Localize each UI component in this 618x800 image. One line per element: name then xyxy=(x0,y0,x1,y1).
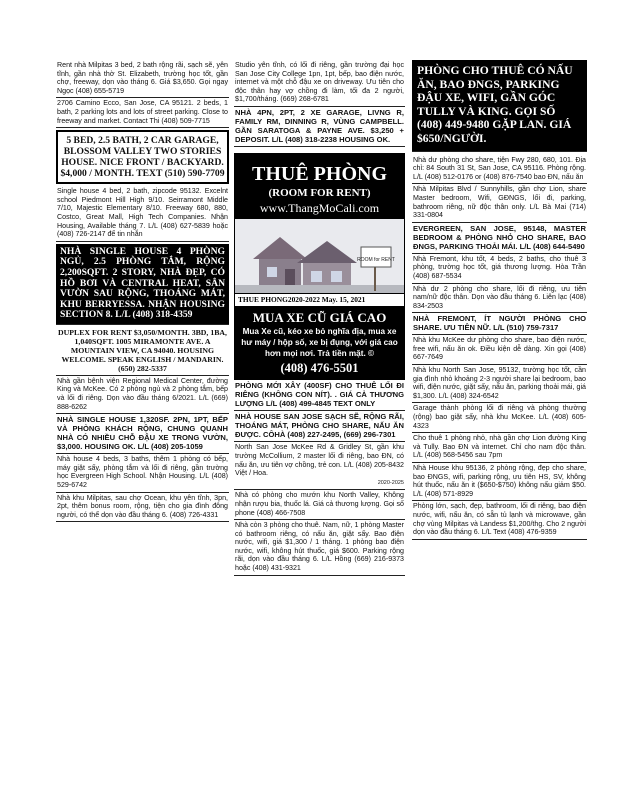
classified-ad xyxy=(412,284,587,314)
mua-xe-title: MUA XE CŨ GIÁ CAO xyxy=(252,309,387,325)
classifieds-column-3 xyxy=(412,60,587,540)
classified-ad xyxy=(56,130,229,184)
classified-ad-text: DUPLEX FOR RENT $3,050/MONTH. 3BD, 1BA, 1,040SQFT. 1005 MIRAMONTE AVE. A MOUNTAIN VIEW, CA 94040. HOUSING WELCOME. SPEAK ENGLISH / MANDARIN. (650) 282-5337 xyxy=(57,327,227,373)
classifieds-column-2 xyxy=(234,60,405,576)
classified-ad-text: Nhà gần bệnh viện Regional Medical Center, đường King và McKee. Có 2 phòng ngủ và 2 phòng tắm, bếp và lối đi riêng. Dọn vào đầu tháng 6/2021. L/L (669) 888-6262 xyxy=(57,376,228,411)
ad-stamp: 2020-2025 xyxy=(377,479,404,486)
classified-ad-text: NHÀ SINGLE HOUSE 4 PHÒNG NGỦ, 2.5 PHÒNG TẮM, RỘNG 2,200SQFT. 2 STORY, NHÀ ĐẸP, CÓ HỒ BƠI VÀ CENTRAL HEAT, SÂN VƯỜN SAU RỘNG, THOÁNG MÁT, KHU BERRYESSA. NHẬN HOUSING SECTION 8. L/L (408) 318-4359 xyxy=(60,245,225,321)
classified-ad xyxy=(412,433,587,463)
classified-ad-text: Rent nhà Milpitas 3 bed, 2 bath rộng rãi, sạch sẽ, yên tĩnh, gần nhà thờ St. Elizabeth, trường học tốt, gần chợ, freeway, dọn vào tháng 6. Giá $3,650. Gọi ngay Ngọc (408) 655-5719 xyxy=(57,61,228,95)
classified-ad-text: NHÀ 4PN, 2PT, 2 XE GARAGE, LIVNG R, FAMILY RM, DINNING R, VÙNG CAMPBELL. GẦN SARATOGA & PAYNE AVE. $3,250 + DEPOSIT. L/L (408) 318-2238 HOUSING OK. xyxy=(235,107,404,144)
column-2-top-ads xyxy=(234,60,405,147)
classified-ad xyxy=(234,442,405,490)
classified-ad-text: Nhà dư 2 phòng cho share, lối đi riêng, ưu tiên nam/nữ độc thân. Dọn vào đầu tháng 6. Liên lạc (408) 834-2503 xyxy=(413,284,586,310)
classified-ad xyxy=(56,60,229,98)
classified-ad xyxy=(56,454,229,492)
classified-ad xyxy=(412,184,587,222)
classified-ad xyxy=(412,335,587,365)
classified-ad-text: Cho thuê 1 phòng nhỏ, nhà gần chợ Lion đường King và Tully. Bao ĐN và internet. Chỉ cho nam độc thân. L/L (408) 568-5456 sau 7pm xyxy=(413,434,586,460)
classified-ad-text: North San Jose McKee Rd & Gridley St, gần khu trường McCollium, 2 master lối đi riêng, bao ĐN, có nấu ăn, ưu tiên vợ chồng, trẻ con. L/L (408) 205-8432 Việt / Hoa. xyxy=(235,443,404,478)
classified-ad-text: EVERGREEN, SAN JOSE, 95148, MASTER BEDROOM & PHÒNG NHỎ CHO SHARE, BAO ĐNGS, PARKING THOẢI MÁI. L/L (408) 644-5490 xyxy=(413,223,586,251)
classified-ad-text: Single house 4 bed, 2 bath, zipcode 95132. Excelnt school Piedmont Hill High 9/10. Seirramont Middle 7/10, Majestic Elementary 8/10. Freeway 680, 880, Costco, Great Mall, High Tech Companies. Nhận Housing, Available tháng 7. L/L (408) 627-5839 hoặc (408) 726-2147 để tin nhắn xyxy=(57,187,228,239)
classified-ad xyxy=(56,414,229,454)
classified-ad xyxy=(412,403,587,433)
classified-ad xyxy=(56,186,229,242)
classified-ad-text: Garage thành phòng lối đi riêng và phòng thường (rộng) bao giặt sấy, nhà khu McKee. L/L (408) 605-4323 xyxy=(413,404,586,430)
classified-ad xyxy=(412,365,587,403)
mua-xe-body: Mua Xe cũ, kéo xe bỏ nghĩa địa, mua xe hư máy / hộp số, xe bị đụng, với giá cao hơn mọi nơi. Trả tiền mặt. © xyxy=(241,326,398,358)
classified-ad-text: Nhà còn 3 phòng cho thuê. Nam, nữ, 1 phòng Master có bathroom riêng, có nấu ăn, giặt sấy. Bao điện nước, wifi, giá $1,300 / 1 tháng. 1 phòng bao điện nước, wifi, không hút thuốc, giá $600. Parking rộng rãi, dọn vào đầu tháng 6. L/L Hồng (669) 216-9373 hoặc (408) 431-9321 xyxy=(235,521,404,573)
mua-xe-phone: (408) 476-5501 xyxy=(280,361,359,376)
banner-subtitle: (ROOM FOR RENT) xyxy=(268,186,371,199)
classified-ad-text: Nhà có phòng cho mướn khu North Valley, Không nhận rượu bia, thuốc lá. Giá cả thương lượng. Gọi số phone (408) 466-7508 xyxy=(235,491,404,517)
houses-icon xyxy=(235,219,404,293)
classified-ad-text: NHÀ HOUSE SAN JOSE SẠCH SẼ, RỘNG RÃI, THOÁNG MÁT, PHÒNG CHO SHARE, NẤU ĂN ĐƯỢC. CÔHÀ (408) 227-2495, (669) 296-7301 xyxy=(235,412,404,440)
classified-ad xyxy=(412,155,587,185)
banner-website: www.ThangMoCali.com xyxy=(259,200,380,215)
classified-ad xyxy=(234,380,405,411)
classifieds-column-1 xyxy=(56,60,229,522)
column-2-bottom-ads xyxy=(234,380,405,575)
classified-ad-text: Nhà khu McKee dư phòng cho share, bao điện nước, free wifi, nấu ăn ok. Điều kiện dễ dàng. Xin gọi (408) 667-7649 xyxy=(413,336,586,362)
mua-xe-ad xyxy=(234,307,405,380)
classified-ad xyxy=(234,60,405,107)
classified-ad xyxy=(412,313,587,335)
classified-ad xyxy=(56,376,229,414)
classified-ad-text: Nhà Milpitas Blvd / Sunnyhills, gần chợ Lion, share Master bedroom, Wifi, GĐNGS, lối đi, parking, bathroom riêng, nữ độc thân only. L/L Bà Mai (714) 331-0804 xyxy=(413,185,586,220)
classified-ad xyxy=(56,98,229,128)
classified-ad xyxy=(56,327,229,376)
classified-ad xyxy=(412,60,587,152)
classified-ad xyxy=(412,254,587,284)
classified-ad-text: NHÀ SINGLE HOUSE 1,320SF. 2PN, 1PT, BẾP VÀ PHÒNG KHÁCH RỘNG, CHUNG QUANH NHÀ CÓ NHIỀU CHỖ ĐẬU XE TRONG VƯỜN, $3,000. HOUSING OK. L/L (408) 205-1059 xyxy=(57,415,228,452)
classified-ad-text: Nhà Fremont, khu tốt, 4 beds, 2 baths, cho thuê 3 phòng, trường học tốt, giá thương lượng. Hòa Trần (408) 687-5534 xyxy=(413,254,586,280)
room-for-rent-banner xyxy=(234,153,405,307)
classified-ad-text: Nhà House khu 95136, 2 phòng rộng, đẹp cho share, bao ĐNGS, wifi, parking rộng, ưu tiên HS, SV, không hút thuốc, nấu ăn it ($650-$750) không nấu giảm $50. L/L (408) 571-8929 xyxy=(413,464,586,498)
classified-ad-text: Nhà dư phòng cho share, tiện Fwy 280, 680, 101. Địa chỉ: 84 South 31 St, San Jose, CA 95116. Phòng rộng. L/L (408) 512-0176 or (408) 876-7540 bao ĐN, nấu ăn xyxy=(413,155,586,181)
house-illustration xyxy=(235,218,404,293)
classified-ad xyxy=(412,463,587,501)
classified-ad xyxy=(234,107,405,147)
classified-ad xyxy=(412,223,587,254)
classified-ad-text: Nhà khu North San Jose, 95132, trường học tốt, cần gia đình nhỏ khoảng 2-3 người share lại bedroom, bao wifi, điện nước, giặt sấy, nấu ăn, parking thoải mái, giá $1,300. L/L (408) 324-6542 xyxy=(413,366,586,400)
classified-ad-text: Phòng lớn, sạch, đẹp, bathroom, lối đi riêng, bao điện nước, wifi, nấu ăn, có sẵn tủ lạnh và microwave, gần chợ vùng Milpitas và Landess $1,200/thg. Cho 2 người dọn vào đầu tháng 6. L/L Text (408) 476-9359 xyxy=(413,502,586,537)
sign-text: ROOM for RENT xyxy=(357,256,395,263)
classified-ad-text: Nhà khu Milpitas, sau chợ Ocean, khu yên tĩnh, 3pn, 2pt, thêm bonus room, rộng, tiện cho gia đình đông người, có thể dọn vào đầu tháng 6. (408) 726-4331 xyxy=(57,493,228,519)
classified-ad-text: 5 BED, 2.5 BATH, 2 CAR GARAGE, BLOSSOM VALLEY TWO STORIES HOUSE. NICE FRONT / BACKYARD. $4,000 / MONTH. TEXT (510) 590-7709 xyxy=(60,135,225,180)
classified-ad-text: 2706 Camino Ecco, San Jose, CA 95121. 2 beds, 1 bath, 2 parking lots and lots of street parking. Close to freeway and market. Contact Thi (408) 509-7715 xyxy=(57,99,228,125)
classified-ad-text: PHÒNG CHO THUÊ CÓ NẤU ĂN, BAO ĐNGS, PARKING ĐẬU XE, WIFI, GẦN GÓC TULLY VÀ KING. GỌI SỐ (408) 449-9480 GẶP LAN. GIÁ $650/NGƯỜI. xyxy=(417,64,573,145)
banner-caption: THUE PHONG2020-2022 May. 15, 2021 xyxy=(235,293,404,306)
classified-ad xyxy=(56,244,229,325)
classified-ad-text: Studio yên tĩnh, có lối đi riêng, gần trường đại học San Jose City College 1pn, 1pt, bếp, bao điện nước, internet và một chỗ đậu xe on driveway. Ưu tiên cho độc thân hay vợ chồng đi làm, tối đa 2 người, $1,700/tháng. (669) 268-6781 xyxy=(235,61,404,104)
classified-ad xyxy=(56,493,229,523)
classified-ad xyxy=(412,501,587,539)
classified-ad-text: NHÀ FREMONT, ÍT NGƯỜI PHÒNG CHO SHARE. ƯU TIÊN NỮ. L/L (510) 759-7317 xyxy=(413,314,586,333)
classified-ad xyxy=(234,520,405,576)
classified-ad-text: Nhà house 4 beds, 3 baths, thêm 1 phòng có bếp, máy giặt sấy, phòng tắm và lối đi riêng, gần trường học Evergreen High School. Nhận Housing. L/L (408) 529-6742 xyxy=(57,455,228,490)
banner-title: THUÊ PHÒNG xyxy=(251,162,387,185)
classified-ad xyxy=(234,490,405,520)
classified-ad xyxy=(234,411,405,442)
classified-ad-text: PHÒNG MỚI XÂY (400SF) CHO THUÊ LỐI ĐI RIÊNG (KHÔNG CON NÍT). . GIÁ CẢ THƯƠNG LƯỢNG L/L (408) 499-4845 TEXT ONLY xyxy=(235,381,404,409)
